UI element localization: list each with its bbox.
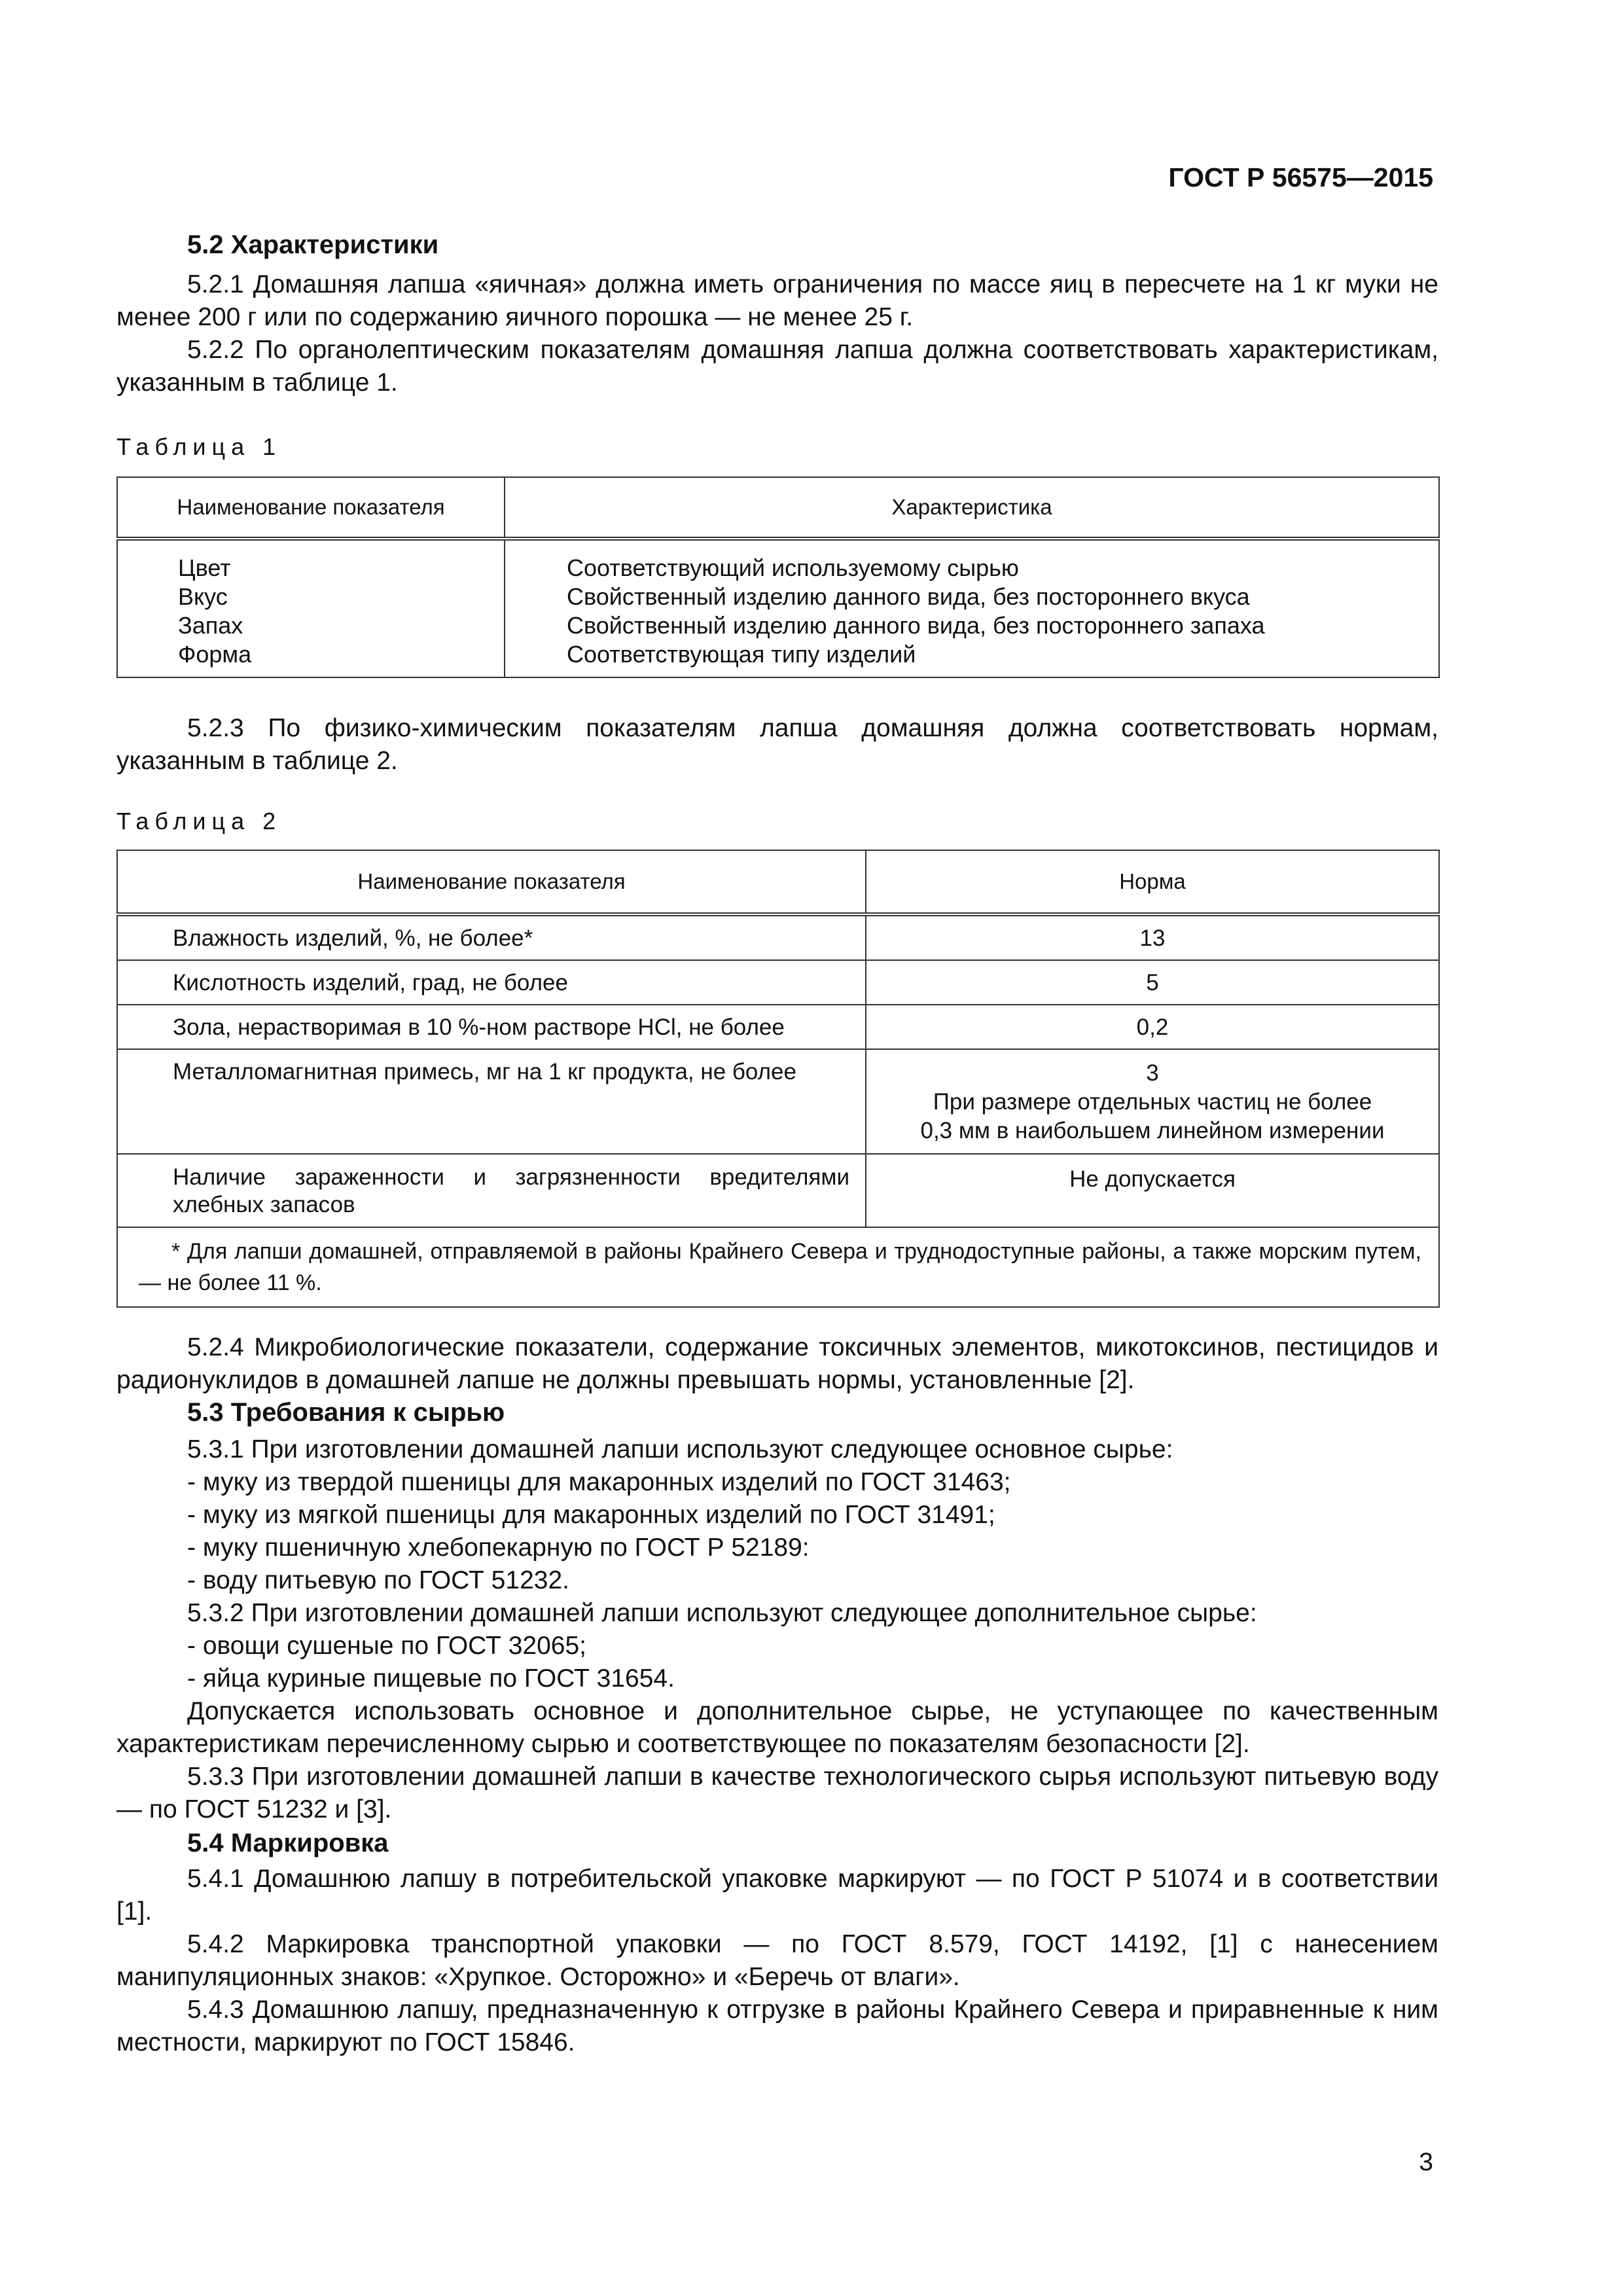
table-1-row-value: Свойственный изделию данного вида, без постороннего вкуса <box>567 583 1250 610</box>
table-1-header-characteristic: Характеристика <box>505 477 1439 539</box>
paragraph-5-2-2: 5.2.2 По органолептическим показателям домашняя лапша должна соответствовать характеристикам, указанным в таблице 1. <box>116 336 1438 397</box>
table-2-row-norm: 13 <box>866 914 1439 960</box>
table-1-header-name: Наименование показателя <box>117 477 505 539</box>
list-item: - овощи сушеные по ГОСТ 32065; <box>187 1632 586 1660</box>
paragraph-5-2-4: 5.2.4 Микробиологические показатели, содержание токсичных элементов, микотоксинов, пестицидов и радионуклидов в домашней лапше не должны превышать нормы, установленные [2]. <box>116 1333 1438 1394</box>
table-1 <box>116 476 1440 678</box>
table-2-caption: Таблица 2 <box>116 808 282 834</box>
table-2-header-name: Наименование показателя <box>117 850 866 914</box>
table-2-row-name: Зола, нерастворимая в 10 %-ном растворе HCl, не более <box>117 1005 866 1049</box>
paragraph-5-3-2: 5.3.2 При изготовлении домашней лапши используют следующее дополнительное сырье: <box>187 1599 1257 1627</box>
table-2-norm-line: 3 <box>1146 1060 1159 1086</box>
table-1-row-value: Соответствующая типу изделий <box>567 641 916 668</box>
table-1-header-row <box>117 477 1439 539</box>
table-1-row-value: Свойственный изделию данного вида, без постороннего запаха <box>567 612 1265 639</box>
document-code: ГОСТ Р 56575—2015 <box>1168 162 1433 192</box>
table-1-body <box>117 539 1439 677</box>
table-row <box>117 1049 1439 1154</box>
table-2-norm-line: При размере отдельных частиц не более <box>933 1089 1372 1115</box>
paragraph-5-3-3: 5.3.3 При изготовлении домашней лапши в качестве технологического сырья используют питьевую воду — по ГОСТ 51232 и [3]. <box>116 1763 1438 1823</box>
table-1-values-cell <box>505 539 1439 677</box>
paragraph-5-2-3: 5.2.3 По физико-химическим показателям лапша домашняя должна соответствовать нормам, указанным в таблице 2. <box>116 714 1438 775</box>
table-2-row-norm: 0,2 <box>866 1005 1439 1049</box>
list-item: - муку из твердой пшеницы для макаронных изделий по ГОСТ 31463; <box>187 1468 1011 1496</box>
paragraph-5-4-1: 5.4.1 Домашнюю лапшу в потребительской упаковке маркируют — по ГОСТ Р 51074 и в соответствии [1]. <box>116 1865 1438 1926</box>
table-2-row-name <box>117 1154 866 1227</box>
paragraph-allow: Допускается использовать основное и дополнительное сырье, не уступающее по качественным характеристикам перечисленному сырью и соответствующее по показателям безопасности [2]. <box>116 1697 1438 1758</box>
table-1-row-name: Запах <box>178 612 243 639</box>
table-row <box>117 960 1439 1005</box>
table-2-header-norm: Норма <box>866 850 1439 914</box>
table-1-row-name: Вкус <box>178 583 228 610</box>
table-2-row-norm <box>866 1049 1439 1154</box>
page-number: 3 <box>1419 2148 1433 2176</box>
table-2-row-norm: Не допускается <box>866 1154 1439 1227</box>
table-2-row-name: Кислотность изделий, град, не более <box>117 960 866 1005</box>
table-2-row-name: Металломагнитная примесь, мг на 1 кг продукта, не более <box>117 1049 866 1154</box>
table-1-caption: Таблица 1 <box>116 433 282 460</box>
table-2-row-name-text: Наличие зараженности и загрязненности вредителями хлебных запасов <box>173 1164 849 1217</box>
table-1-row-name: Форма <box>178 641 252 668</box>
table-2 <box>116 850 1440 1308</box>
table-2-row-norm: 5 <box>866 960 1439 1005</box>
table-2-footnote: * Для лапши домашней, отправляемой в районы Крайнего Севера и труднодоступные районы, а также морским путем, — не более 11 %. <box>117 1227 1439 1307</box>
table-row <box>117 1005 1439 1049</box>
table-1-names-cell <box>117 539 505 677</box>
list-item: - яйца куриные пищевые по ГОСТ 31654. <box>187 1664 675 1693</box>
paragraph-5-2-1: 5.2.1 Домашняя лапша «яичная» должна иметь ограничения по массе яиц в пересчете на 1 кг муки не менее 200 г или по содержанию яичного порошка — не менее 25 г. <box>116 270 1438 331</box>
section-5-3-title: 5.3 Требования к сырью <box>187 1398 505 1427</box>
table-2-row-name: Влажность изделий, %, не более* <box>117 914 866 960</box>
section-5-2-title: 5.2 Характеристики <box>187 230 439 259</box>
table-1-row-name: Цвет <box>178 554 231 581</box>
paragraph-5-3-1: 5.3.1 При изготовлении домашней лапши используют следующее основное сырье: <box>187 1435 1173 1463</box>
list-item: - муку пшеничную хлебопекарную по ГОСТ Р 52189: <box>187 1534 810 1562</box>
table-2-footnote-row <box>117 1227 1439 1307</box>
list-item: - воду питьевую по ГОСТ 51232. <box>187 1566 569 1594</box>
table-2-header-row <box>117 850 1439 914</box>
section-5-4-title: 5.4 Маркировка <box>187 1829 389 1857</box>
table-1-row-value: Соответствующий используемому сырью <box>567 554 1019 581</box>
paragraph-5-4-3: 5.4.3 Домашнюю лапшу, предназначенную к отгрузке в районы Крайнего Севера и приравненные к ним местности, маркируют по ГОСТ 15846. <box>116 1996 1438 2056</box>
table-row <box>117 1154 1439 1227</box>
list-item: - муку из мягкой пшеницы для макаронных изделий по ГОСТ 31491; <box>187 1501 995 1529</box>
table-row <box>117 914 1439 960</box>
table-2-norm-line: 0,3 мм в наибольшем линейном измерении <box>920 1118 1385 1143</box>
paragraph-5-4-2: 5.4.2 Маркировка транспортной упаковки — по ГОСТ 8.579, ГОСТ 14192, [1] с нанесением манипуляционных знаков: «Хрупкое. Осторожно» и «Беречь от влаги». <box>116 1930 1438 1991</box>
